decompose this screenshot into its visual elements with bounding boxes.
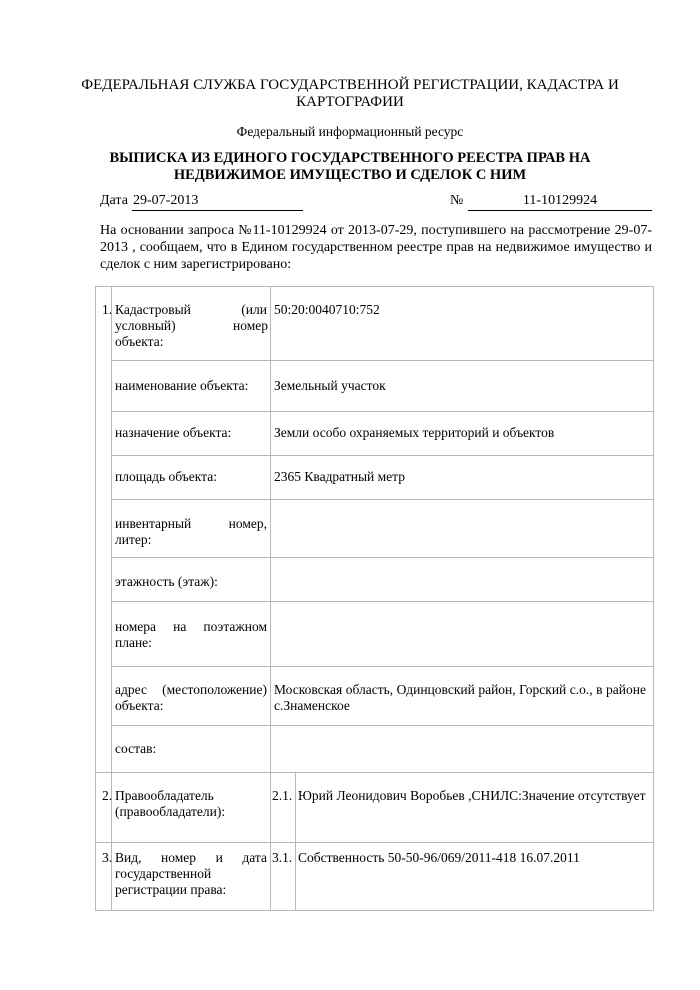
object-purpose-value: Земли особо охраняемых территорий и объектов <box>274 425 555 440</box>
cadastral-number-label-source <box>0 0 1 1</box>
row-divider <box>111 601 653 602</box>
cadastral-number-label: условный) номер <box>115 318 268 333</box>
column-divider <box>295 772 296 910</box>
row-divider <box>111 725 653 726</box>
object-name-label: наименование объекта: <box>115 378 249 393</box>
section-divider <box>96 842 653 843</box>
section-number: 3. <box>102 850 113 865</box>
composition-label: состав: <box>115 741 157 756</box>
section-number: 2. <box>102 788 113 803</box>
column-divider <box>270 287 271 910</box>
object-area-value: 2365 Квадратный метр <box>274 469 405 484</box>
right-holder-value: Юрий Леонидович Воробьев ,СНИЛС:Значение отсутствует <box>298 788 646 803</box>
cadastral-number-label: Кадастровый (или <box>115 302 267 317</box>
number-value: 11-10129924 <box>468 193 652 211</box>
date-label: Дата <box>100 193 128 208</box>
registration-type-label: Вид, номер и дата государственной регистрации права: <box>115 850 267 897</box>
section-number: 1. <box>102 302 113 317</box>
object-area-label: площадь объекта: <box>115 469 217 484</box>
row-divider <box>111 411 653 412</box>
registry-table <box>95 286 654 911</box>
cadastral-number-value: 50:20:0040710:752 <box>274 302 380 317</box>
row-divider <box>111 499 653 500</box>
document-title: ВЫПИСКА ИЗ ЕДИНОГО ГОСУДАРСТВЕННОГО РЕЕСТРА ПРАВ НА НЕДВИЖИМОЕ ИМУЩЕСТВО И СДЕЛОК С НИМ <box>109 150 591 183</box>
inventory-number-label: инвентарный номер, литер: <box>115 516 267 547</box>
right-holder-label: Правообладатель (правообладатели): <box>115 788 226 819</box>
object-name-value: Земельный участок <box>274 378 386 393</box>
number-label: № <box>450 193 464 208</box>
subsection-number: 2.1. <box>272 788 293 803</box>
date-value: 29-07-2013 <box>132 193 303 211</box>
section-divider <box>96 772 653 773</box>
cadastral-number-label: объекта: <box>115 334 164 349</box>
row-divider <box>111 360 653 361</box>
resource-label: Федеральный информационный ресурс <box>236 124 464 139</box>
date-number-row <box>100 193 652 213</box>
column-divider <box>111 287 112 910</box>
row-divider <box>111 455 653 456</box>
floors-label: этажность (этаж): <box>115 574 218 589</box>
row-divider <box>111 557 653 558</box>
address-label: адрес (местоположение) объекта: <box>115 682 267 713</box>
subsection-number: 3.1. <box>272 850 293 865</box>
registration-type-value: Собственность 50-50-96/069/2011-418 16.07.2011 <box>298 850 580 865</box>
agency-name: ФЕДЕРАЛЬНАЯ СЛУЖБА ГОСУДАРСТВЕННОЙ РЕГИСТРАЦИИ, КАДАСТРА И КАРТОГРАФИИ <box>81 77 619 110</box>
object-purpose-label: назначение объекта: <box>115 425 232 440</box>
address-value: Московская область, Одинцовский район, Горский с.о., в районе с.Знаменское <box>274 682 646 713</box>
floor-plan-numbers-label: номера на поэтажном плане: <box>115 619 267 650</box>
row-divider <box>111 666 653 667</box>
intro-paragraph: На основании запроса №11-10129924 от 2013-07-29, поступившего на рассмотрение 29-07-2013 , сообщаем, что в Едином государственном реестре прав на недвижимое имущество и сделок с ним зарегистрировано: <box>100 223 652 272</box>
